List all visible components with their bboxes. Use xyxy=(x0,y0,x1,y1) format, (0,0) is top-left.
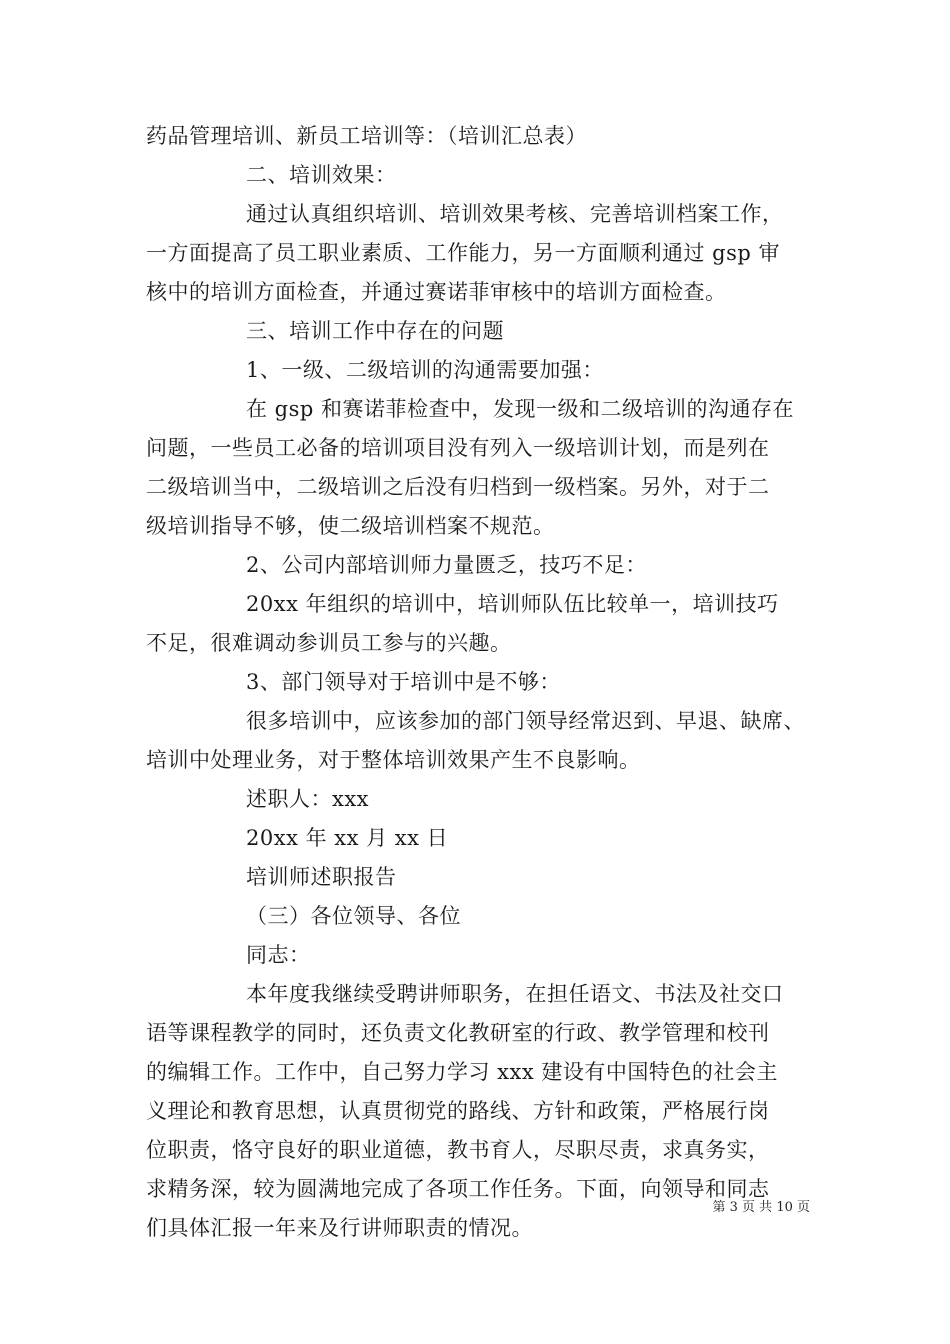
text-line-4: 一方面提高了员工职业素质、工作能力，另一方面顺利通过 gsp 审 xyxy=(146,241,781,265)
text-line-27: 位职责，恪守良好的职业道德，教书育人，尽职尽责，求真务实， xyxy=(146,1138,770,1162)
signature-line: 述职人：xxx xyxy=(246,787,370,811)
text-line-11: 级培训指导不够，使二级培训档案不规范。 xyxy=(146,514,555,538)
text-line-8: 在 gsp 和赛诺菲检查中，发现一级和二级培训的沟通存在 xyxy=(246,397,795,421)
page-number: 第 3 页 共 10 页 xyxy=(712,1200,810,1215)
text-line-25: 的编辑工作。工作中，自己努力学习 xxx 建设有中国特色的社会主 xyxy=(146,1060,778,1084)
subheading-1: 1、一级、二级培训的沟通需要加强： xyxy=(246,358,604,382)
text-line-29: 们具体汇报一年来及行讲师职责的情况。 xyxy=(146,1216,533,1240)
text-line-9: 问题，一些员工必备的培训项目没有列入一级培训计划，而是列在 xyxy=(146,436,770,460)
section-heading-effect: 二、培训效果： xyxy=(246,163,397,187)
text-line-26: 义理论和教育思想，认真贯彻党的路线、方针和政策，严格展行岗 xyxy=(146,1099,770,1123)
salutation-line-2: 同志： xyxy=(246,943,311,967)
report-title: 培训师述职报告 xyxy=(246,865,397,889)
section-heading-problems: 三、培训工作中存在的问题 xyxy=(246,319,504,343)
text-line-13: 20xx 年组织的培训中，培训师队伍比较单一，培训技巧 xyxy=(246,592,779,616)
text-line-5: 核中的培训方面检查，并通过赛诺菲审核中的培训方面检查。 xyxy=(146,280,727,304)
text-line-17: 培训中处理业务，对于整体培训效果产生不良影响。 xyxy=(146,748,641,772)
text-line-16: 很多培训中，应该参加的部门领导经常迟到、早退、缺席、 xyxy=(246,709,805,733)
text-line-14: 不足，很难调动参训员工参与的兴趣。 xyxy=(146,631,512,655)
text-line-24: 语等课程教学的同时，还负责文化教研室的行政、教学管理和校刊 xyxy=(146,1021,770,1045)
subheading-3: 3、部门领导对于培训中是不够： xyxy=(246,670,561,694)
text-line-28: 求精务深，较为圆满地完成了各项工作任务。下面，向领导和同志 xyxy=(146,1177,770,1201)
salutation-line-1: （三）各位领导、各位 xyxy=(246,904,461,928)
text-line-23: 本年度我继续受聘讲师职务，在担任语文、书法及社交口 xyxy=(246,982,784,1006)
subheading-2: 2、公司内部培训师力量匮乏，技巧不足： xyxy=(246,553,647,577)
text-line-3: 通过认真组织培训、培训效果考核、完善培训档案工作， xyxy=(246,202,784,226)
date-line: 20xx 年 xx 月 xx 日 xyxy=(246,826,449,850)
text-line-10: 二级培训当中，二级培训之后没有归档到一级档案。另外，对于二 xyxy=(146,475,770,499)
text-line-1: 药品管理培训、新员工培训等：（培训汇总表） xyxy=(146,124,587,148)
